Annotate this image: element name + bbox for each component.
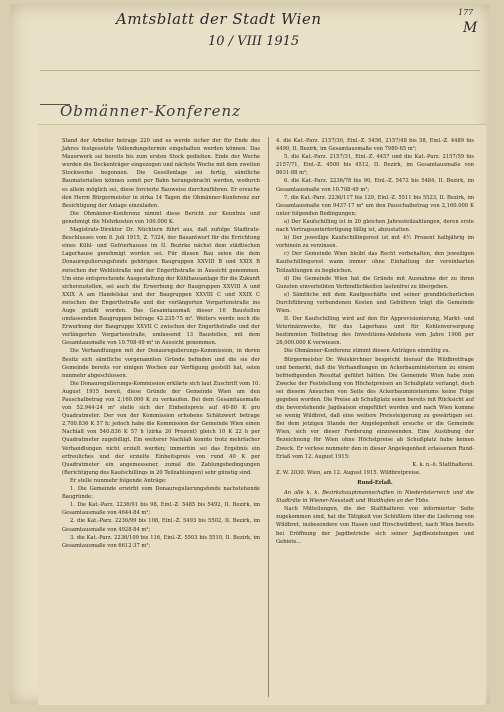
paragraph: 2. die Kat.-Parz. 2236/99 bis 108, Einl.-Z. 5493 bis 5502, II. Bezirk, im Gesamtausmaße von 4928·84 m²;	[62, 518, 260, 533]
divider	[40, 70, 480, 71]
paragraph: d) Die Gemeinde Wien hat die Gründe mit Ausnahme der zu ihren Gunsten einverleibten Verbindlichkeiten lastenfrei zu übergeben.	[276, 275, 474, 290]
paragraph: Stand der Arbeiter betrage 220 und es werde sicher der für Ende des Jahres festgesetzte Vollendungstermin eingehalten werden können. Das Mauerwerk sei bereits bis zum ersten Stock gediehen. Ende der Woche werden die Deckenträger eingezogen und nächste Woche mit dem zweiten Stockwerke begonnen. Die Gesellenlage sei fertig, sämtliche Baumaterialien können somit per Bahn herangebracht werden, wodurch es allein möglich sei, diese forcierte Bauweise durchzuführen. Er ersuche den Herrn Bürgermeister in zirka 14 Tagen die Obmänner-Konferenz zur Besichtigung der Anlage einzuladen.	[62, 138, 260, 209]
paragraph: 1. Die Gemeinde erwirbt vom Donauregulierungsfonds nachstehende Baugründe:	[62, 486, 260, 501]
paragraph: 3. die Kat.-Parz. 2236/109 bis 116, Einl.-Z. 5503 bis 5510, II. Bezirk, im Gesamtausmaße von 6612·37 m²;	[62, 534, 260, 549]
paragraph: Die Donauregulierungs-Kommission erklärte sich laut Zuschrift vom 10. August 1915 bereit, diese Gründe der Gemeinde Wien um den Pauschalbetrag von 2,160.000 K zu verkaufen. Bei dem Gesamtausmaße von 52.944·24 m² stelle sich der Einheitspreis auf 40·80 K pro Quadratmeter. Der von der Kommission erhobene Schätzwert betrage 2,700.836 K 57 h; jedoch habe die Kommission der Gemeinde Wien einen Nachlaß von 540.836 K 57 h (zirka 20 Prozent) gleich 10 K 22 h per Quadratmeter zugebilligt. Ein weiterer Nachlaß konnte trotz mehrfacher Verhandlungen nicht erzielt werden; immerhin sei das Ergebnis ein erfreuliches und der erzielte Einheitspreis von rund 40 K per Quadratmeter ein angemessener, zumal die Zahlungsbedingungen (Berichtigung des Kaufschillings in 20 Teilzahlungen) sehr günstig sind.	[62, 380, 260, 476]
paragraph: Magistrats-Direktor Dr. Nüchtern führt aus, daß zufolge Stadtrats-Beschlusses vom 8. Juli 1915, Z. 7324, der Bauantwurf für die Errichtung eines Kühl- und Gefrierhauses im II. Bezirke nächst dem städtischen Lagerhause genehmigt worden sei. Für diesen Bau seien die dem Donauregulierungsfonds gehörigen Baugruppen XXVIII B und XXIX B zwischen der Wehlistraße und der Engerthstraße in Aussicht genommen. Um eine entsprechende Ausgestaltung der Kühlhausanlage für die Zukunft sicherzustellen, sei auch die Erwerbung der Baugruppen XXVIII A und XXIX A am Handelskai und der Baugruppen XXVIII C und XXIX C zwischen der Engerthstraße und der verlängerten Vorgartenstraße ins Auge gefaßt worden. Das Gesamtausmaß dieser 16 Baustellen umfassenden Baugruppen betrage 42.235·75 m². Weiters werde noch die Erwerbung der Baugruppe XXVII C zwischen der Engerthstraße und der verlängerten Vorgartenstraße, umfassend 13 Baustellen, mit dem Gesamtausmaße von 10.708·49 m² in Aussicht genommen.	[62, 227, 260, 347]
handwritten-date: 10 / VIII 1915	[208, 34, 300, 49]
paragraph: Nach Mitteilungen, die der Statthalterei von informierter Seite zugekommen sind, hat die Tätigkeit von Schüßlern über die Lieferung von Wildbret, insbesondere von Hasen und Hirschwildbret, nach Wien bereits bei Eröffnung der Jagdbetriebe sich seiner Jagdbeziehungen und Gebiete...	[276, 506, 474, 545]
paragraph: a) Der Kaufschilling ist in 20 gleichen Jahresteilzahlungen, deren erste nach Vertragsunterfertigung fällig ist, abzustatten.	[276, 218, 474, 234]
column-rule	[268, 137, 269, 697]
paragraph: Er stelle nunmehr folgende Anträge:	[70, 477, 167, 484]
margin-mark: M	[463, 20, 478, 36]
paragraph: Die Obmänner-Konferenz stimmt diesen Anträgen einmütig zu.	[284, 348, 451, 355]
corner-mark: 177	[458, 8, 474, 17]
right-column	[276, 137, 474, 546]
newspaper-clipping	[38, 124, 486, 705]
section-heading: Rund-Erlaß.	[357, 479, 393, 486]
paragraph: Die Verhandlungen mit der Donauregulierungs-Kommission, in deren Besitz sich sämtliche vorgenannten Gründe befinden und die sie der Gemeinde bereits vor einigen Wochen zur Verfügung gestellt hat, seien nunmehr abgeschlossen.	[62, 348, 260, 379]
paragraph: Bürgermeister Dr. Weiskirchner bespricht hierauf die Wildbretfrage und bemerkt, daß die Verhandlungen im Ackerbauministerium zu einem befriedigenden Resultat geführt hätten. Die Gemeinde Wien habe zum Zwecke der Feststellung von Höchstpreisen an Schußplatz verlangt, doch sei diesem Ansuchen von Seite des Ackerbauministeriums keine Folge gegeben worden. Die Preise ab Schußplatz seien bereits mit Rücksicht auf die bevorstehende Jagdsaison eingeführt worden und nach Wien komme so wenig Wildbret, daß eine weitere Preissteigerung zu gewärtigen sei. Bei dem jetzigen Stande der Angelegenheit ersuche er die Gemeinde Wien, sich vor dieser Forderung einzuwenden. Eine Ausübung der Bezeichnung für Wien ohne Höchstpreise ab Schußplatz habe keinen Zweck. Er verlese nunmehr den in dieser Angelegenheit erlassenen Rund-Erlaß vom 12. August 1915:	[276, 356, 474, 460]
left-column	[62, 137, 260, 550]
paragraph: c) Der Gemeinde Wien bleibt das Recht vorbehalten, den jeweiligen Kaufschillingsrest wann immer ohne Einhaltung der vereinbarten Teilzahlungen zu begleichen.	[276, 251, 474, 274]
paragraph: 6. die Kat.-Parz. 2236/78 bis 90, Einl.-Z. 5472 bis 5484, II. Bezirk, im Gesamtausmaße von 10.708·49 m²;	[276, 178, 474, 193]
paragraph: Die Obmänner-Konferenz nimmt diese Bericht zur Kenntnis und genehmigt die Mehrkosten von 100.000 K.	[62, 210, 260, 225]
paragraph: 1. Die Kat.-Parz. 2236/91 bis 98, Einl.-Z. 5485 bis 5492, II. Bezirk, im Gesamtausmaße von 4644·84 m²;	[62, 502, 260, 517]
paragraph: An alle k. k. Bezirkshauptmannschaften in Niederösterreich und die Stadträte in Wiener-Neustadt und Waidhofen an der Ybbs.	[276, 490, 474, 505]
paragraph: Z. W. 2030. Wien, am 12. August 1915. Wildbretpreise.	[276, 469, 421, 476]
handwritten-source: Amtsblatt der Stadt Wien	[116, 10, 322, 28]
paragraph: II. Der Kaufschilling wird auf den für Approvisionierung, Markt- und Veterinärzwecke, für das Lagerhaus und für Kohlenversorgung bestimmten Teilbetrag des Investitions-Anlehens vom Jahre 1908 per 28,000.000 K verwiesen.	[276, 316, 474, 347]
paragraph: 5. die Kat.-Parz. 2157/31, Einl.-Z. 4457 und die Kat.-Parz. 2157/59 bis 2157/71, Einl.-Z. 4500 bis 4512, II. Bezirk, im Gesamtausmaße von 8631·88 m²;	[276, 154, 474, 177]
document-sheet	[10, 4, 490, 704]
paragraph: b) Der jeweilige Kaufschillingsrest ist mit 4½ Prozent halbjährig im vorhinein zu verzinsen.	[276, 235, 474, 250]
paragraph: e) Sämtliche mit dem Kaufgeschäfte und seiner grundbücherlichen Durchführung verbundenen Kosten und Gebühren trägt die Gemeinde Wien.	[276, 291, 474, 314]
paragraph: K. k. n.-ö. Statthalterei.	[412, 461, 474, 468]
paragraph: 7. die Kat.-Parz. 2236/117 bis 129, Einl.-Z. 5511 bis 5523, II. Bezirk, im Gesamtausmaße von 9437·17 m² um den Pauschalbetrag von 2,160.000 K unter folgenden Bedingungen:	[276, 194, 474, 217]
paragraph: 4. die Kat.-Parz. 2157/30, Einl.-Z. 5456, 2157/48 bis 58, Einl.-Z. 4489 bis 4499, II. Bezirk, im Gesamtausmaße von 7980·65 m²;	[276, 138, 474, 153]
handwritten-heading: Obmänner-Konferenz	[60, 102, 242, 120]
